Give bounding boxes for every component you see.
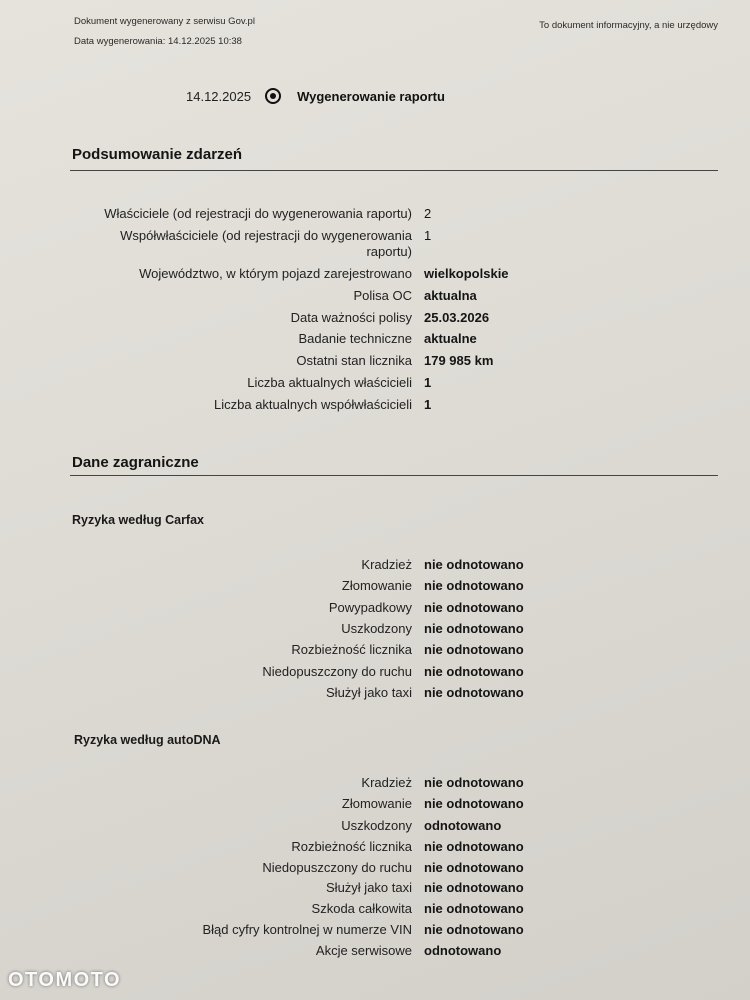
carfax-row-value: nie odnotowano <box>424 664 524 679</box>
autodna-row-label: Szkoda całkowita <box>311 901 412 916</box>
generated-date-text: Data wygenerowania: 14.12.2025 10:38 <box>74 36 242 47</box>
summary-row-value: 1 <box>424 375 432 390</box>
autodna-row-value: nie odnotowano <box>424 775 524 790</box>
summary-row-label: Badanie techniczne <box>298 331 412 346</box>
autodna-row-value: nie odnotowano <box>424 922 524 937</box>
autodna-row-value: nie odnotowano <box>424 839 524 854</box>
autodna-row-label: Akcje serwisowe <box>315 943 412 958</box>
summary-row-label: Liczba aktualnych współwłaścicieli <box>214 397 412 412</box>
timeline-event: Wygenerowanie raportu <box>297 88 445 104</box>
autodna-row-value: nie odnotowano <box>424 860 524 875</box>
autodna-subtitle: Ryzyka według autoDNA <box>74 733 221 747</box>
autodna-row-label: Rozbieżność licznika <box>291 839 412 854</box>
summary-row-value: aktualne <box>424 331 477 346</box>
summary-row-value: 2 <box>424 206 432 221</box>
timeline-date: 14.12.2025 <box>186 88 252 104</box>
carfax-row-label: Kradzież <box>361 557 412 572</box>
disclaimer-text: To dokument informacyjny, a nie urzędowy <box>539 20 718 31</box>
autodna-row-value: odnotowano <box>424 818 502 833</box>
summary-row-value: aktualna <box>424 288 477 303</box>
autodna-row-label: Złomowanie <box>341 796 412 811</box>
carfax-row-label: Złomowanie <box>341 578 412 593</box>
summary-row-label: Liczba aktualnych właścicieli <box>247 375 412 390</box>
foreign-divider <box>70 475 718 476</box>
timeline-entry <box>186 88 445 104</box>
summary-row-label: Województwo, w którym pojazd zarejestrowano <box>139 266 412 281</box>
carfax-row-label: Uszkodzony <box>341 621 412 636</box>
carfax-row-value: nie odnotowano <box>424 642 524 657</box>
summary-section-title: Podsumowanie zdarzeń <box>72 146 243 163</box>
carfax-row-value: nie odnotowano <box>424 578 524 593</box>
summary-row-value: 1 <box>424 228 432 243</box>
summary-row-value: 25.03.2026 <box>424 310 490 325</box>
summary-row-label: Właściciele (od rejestracji do wygenerowania raportu) <box>104 206 412 221</box>
autodna-row-label: Niedopuszczony do ruchu <box>262 860 412 875</box>
autodna-row-label: Błąd cyfry kontrolnej w numerze VIN <box>202 922 412 937</box>
carfax-row-value: nie odnotowano <box>424 621 524 636</box>
autodna-row-value: nie odnotowano <box>424 880 524 895</box>
summary-row-label: Data ważności polisy <box>290 310 412 325</box>
carfax-row-label: Służył jako taxi <box>326 685 412 700</box>
carfax-row-value: nie odnotowano <box>424 557 524 572</box>
autodna-row-label: Uszkodzony <box>341 818 412 833</box>
summary-row-label: Współwłaściciele (od rejestracji do wygenerowania raportu) <box>120 228 412 259</box>
carfax-row-label: Niedopuszczony do ruchu <box>262 664 412 679</box>
summary-row-value: wielkopolskie <box>424 266 509 281</box>
otomoto-watermark: OTOMOTO <box>8 969 122 991</box>
carfax-row-value: nie odnotowano <box>424 685 524 700</box>
carfax-row-label: Rozbieżność licznika <box>291 642 412 657</box>
summary-row-label: Polisa OC <box>353 288 412 303</box>
autodna-row-value: nie odnotowano <box>424 796 524 811</box>
generated-from-text: Dokument wygenerowany z serwisu Gov.pl <box>74 16 255 27</box>
autodna-row-value: odnotowano <box>424 943 502 958</box>
autodna-row-value: nie odnotowano <box>424 901 524 916</box>
summary-row-label: Ostatni stan licznika <box>296 353 412 368</box>
summary-row-value: 179 985 km <box>424 353 494 368</box>
foreign-section-title: Dane zagraniczne <box>72 454 199 471</box>
timeline-dot-icon <box>265 88 281 104</box>
autodna-row-label: Kradzież <box>361 775 412 790</box>
carfax-subtitle: Ryzyka według Carfax <box>72 513 204 527</box>
document-header <box>74 12 255 52</box>
summary-row-value: 1 <box>424 397 432 412</box>
carfax-row-label: Powypadkowy <box>328 600 412 615</box>
carfax-row-value: nie odnotowano <box>424 600 524 615</box>
summary-divider <box>70 170 718 171</box>
autodna-row-label: Służył jako taxi <box>326 880 412 895</box>
